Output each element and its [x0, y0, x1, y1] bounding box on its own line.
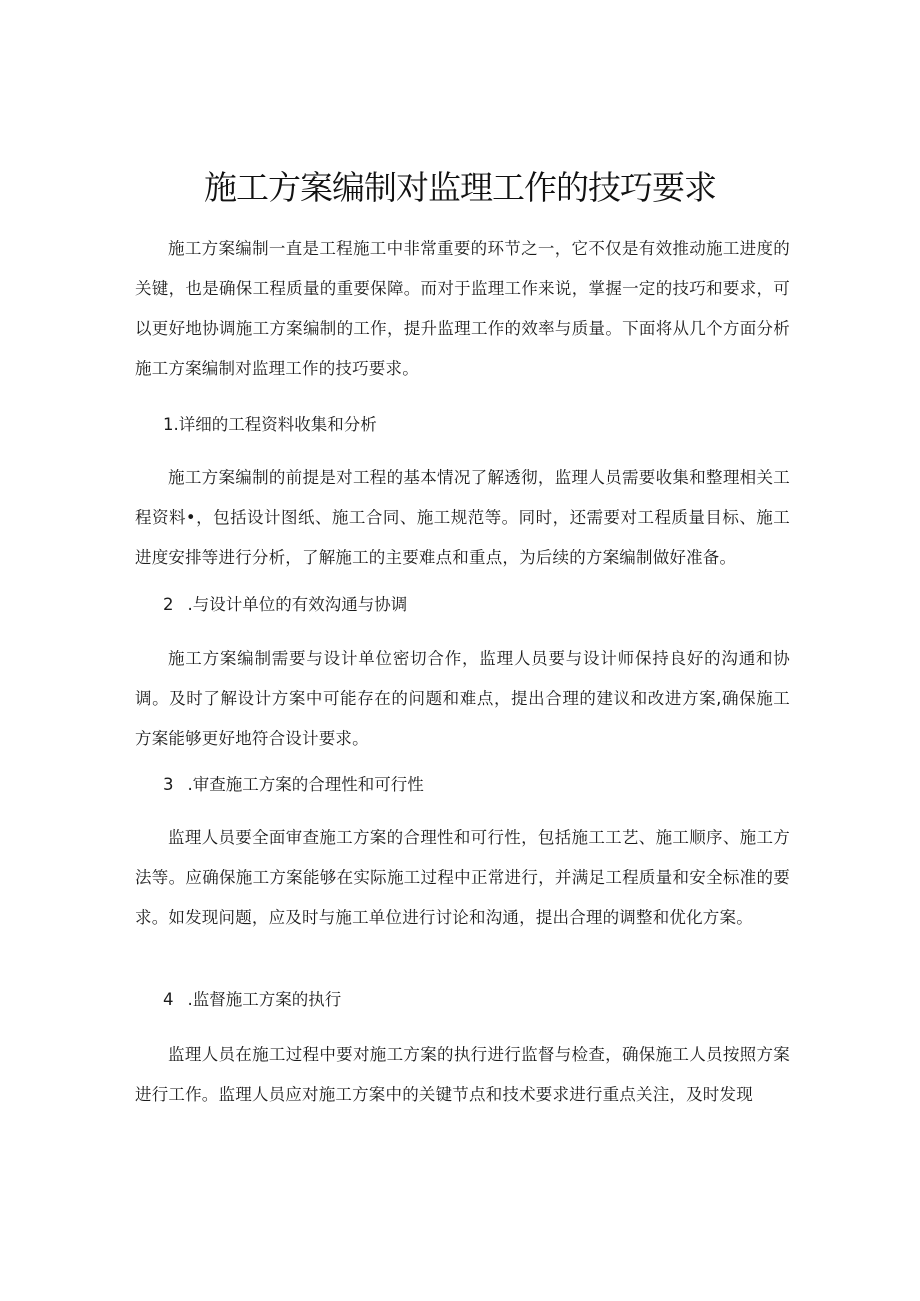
section-title-1: 详细的工程资料收集和分析 [178, 415, 377, 434]
section-heading-4 [163, 988, 341, 1012]
section-heading-1 [163, 413, 377, 437]
section-heading-2 [163, 593, 407, 617]
section-title-3: .审查施工方案的合理性和可行性 [187, 775, 424, 794]
section-body-4: 监理人员在施工过程中要对施工方案的执行进行监督与检查，确保施工人员按照方案进行工作。监理人员应对施工方案中的关键节点和技术要求进行重点关注，及时发现 [135, 1045, 790, 1104]
section-number-1: 1. [163, 415, 179, 434]
section-title-2: .与设计单位的有效沟通与协调 [187, 595, 408, 614]
document-title: 施工方案编制对监理工作的技巧要求 [204, 168, 716, 207]
section-number-3: 3 [163, 775, 174, 794]
section-title-4: .监督施工方案的执行 [187, 990, 342, 1009]
section-body-1: 施工方案编制的前提是对工程的基本情况了解透彻，监理人员需要收集和整理相关工程资料•，包括设计图纸、施工合同、施工规范等。同时，还需要对工程质量目标、施工进度安排等进行分析，了解施工的主要难点和重点，为后续的方案编制做好准备。 [135, 468, 790, 567]
section-heading-3 [163, 773, 424, 797]
section-number-4: 4 [163, 990, 174, 1009]
section-body-2: 施工方案编制需要与设计单位密切合作，监理人员要与设计师保持良好的沟通和协调。及时了解设计方案中可能存在的问题和难点，提出合理的建议和改进方案,确保施工方案能够更好地符合设计要求。 [135, 649, 790, 748]
section-number-2: 2 [163, 595, 174, 614]
intro-paragraph: 施工方案编制一直是工程施工中非常重要的环节之一，它不仅是有效推动施工进度的关键，也是确保工程质量的重要保障。而对于监理工作来说，掌握一定的技巧和要求，可以更好地协调施工方案编制的工作，提升监理工作的效率与质量。下面将从几个方面分析施工方案编制对监理工作的技巧要求。 [135, 239, 790, 378]
section-body-3: 监理人员要全面审查施工方案的合理性和可行性，包括施工工艺、施工顺序、施工方法等。应确保施工方案能够在实际施工过程中正常进行，并满足工程质量和安全标准的要求。如发现问题，应及时与施工单位进行讨论和沟通，提出合理的调整和优化方案。 [135, 828, 790, 927]
